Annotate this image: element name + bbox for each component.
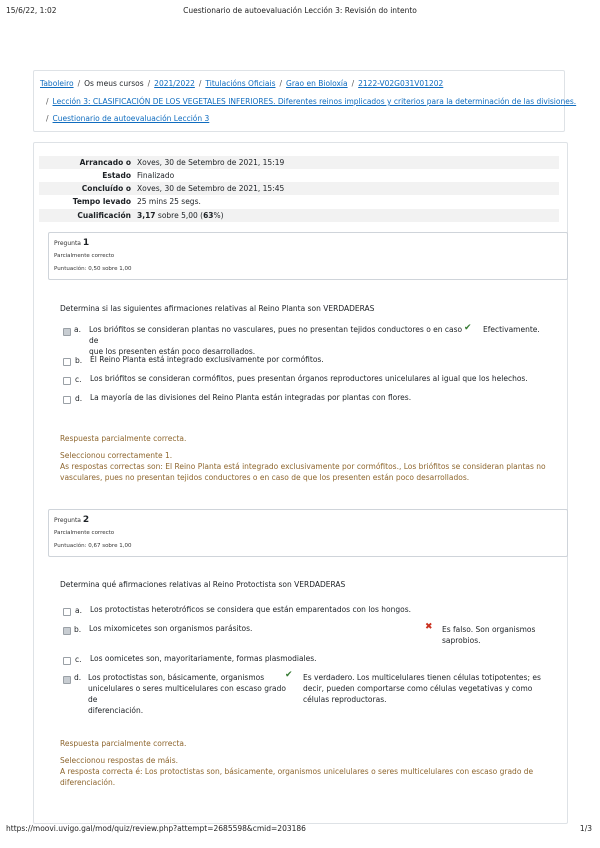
q2-option-b-checkbox[interactable] bbox=[63, 627, 71, 635]
q1-option-c-text: Los briófitos se consideran cormófitos, pues presentan órganos reproductores unicelulares al igual que los helechos. bbox=[90, 374, 528, 383]
q1-option-a-text: Los briófitos se consideran plantas no vasculares, pues no presentan tejidos conductores o en caso de que los presenten están poco desarrollados. bbox=[89, 325, 463, 356]
q1-option-c-checkbox[interactable] bbox=[63, 377, 71, 385]
q2-option-b-text: Los mixomicetes son organismos parásitos. bbox=[89, 624, 253, 633]
q1-option-b-checkbox[interactable] bbox=[63, 358, 71, 366]
question-1-number: 1 bbox=[82, 238, 90, 248]
summary-row-completed: Concluído o Xoves, 30 de Setembro de 2021, 15:45 bbox=[39, 182, 559, 195]
question-1-points: Puntuación: 0,50 sobre 1,00 bbox=[54, 266, 132, 272]
question-2-points: Puntuación: 0,67 sobre 1,00 bbox=[54, 543, 132, 549]
question-2-info: Pregunta 2 Parcialmente correcto Puntuación: 0,67 sobre 1,00 bbox=[48, 509, 568, 557]
breadcrumb-my-courses: Os meus cursos bbox=[84, 79, 144, 88]
summary-row-state: Estado Finalizado bbox=[102, 171, 175, 180]
breadcrumb: Taboleiro / Os meus cursos / 2021/2022 / Titulacións Oficiais / Grao en Bioloxía / 2122-V02G031V01202 / Lección 3: CLASIFICACIÓN DE LOS VEGETALES INFERIORES. Diferentes reinos implicados y criterios para la determinación de las divisiones. / Cuestionario de autoevaluación Lección 3 bbox=[33, 70, 565, 132]
question-1-info: Pregunta 1 Parcialmente correcto Puntuación: 0,50 sobre 1,00 bbox=[48, 232, 568, 280]
breadcrumb-quiz[interactable]: Cuestionario de autoevaluación Lección 3 bbox=[52, 114, 210, 123]
summary-row-grade: Cualificación 3,17 sobre 5,00 (63%) bbox=[39, 209, 559, 222]
print-title: Cuestionario de autoevaluación Lección 3: Revisión do intento bbox=[183, 6, 417, 15]
q1-option-d-text: La mayoría de las divisiones del Reino Planta están integradas por plantas con flores. bbox=[90, 393, 412, 402]
q2-option-c-text: Los oomicetes son, mayoritariamente, formas plasmodiales. bbox=[90, 654, 317, 663]
breadcrumb-degree[interactable]: Grao en Bioloxía bbox=[286, 79, 348, 88]
q1-outcome: Respuesta parcialmente correcta. Seleccionou correctamente 1. As respostas correctas son: El Reino Planta está integrado exclusivamente por cormófitos., Los briófitos se consideran plantas no vasculares, pues no presentan tejidos conductores o en caso de que los presenten están poco desarrollados. bbox=[60, 434, 546, 482]
question-2-number: 2 bbox=[82, 515, 90, 525]
q1-option-b-text: El Reino Planta está integrado exclusivamente por cormófitos. bbox=[90, 355, 324, 364]
cross-icon: ✖ bbox=[425, 622, 433, 632]
breadcrumb-dashboard[interactable]: Taboleiro bbox=[40, 79, 74, 88]
question-2-text: Determina qué afirmaciones relativas al Reino Protoctista son VERDADERAS bbox=[60, 580, 346, 589]
q2-option-a-text: Los protoctistas heterotróficos se considera que están emparentados con los hongos. bbox=[90, 605, 412, 614]
q2-option-d-text: Los protoctistas son, básicamente, organismos unicelulares o seres multicelulares con escaso grado de diferenciación. bbox=[88, 673, 286, 715]
question-1-text: Determina si las siguientes afirmaciones relativas al Reino Planta son VERDADERAS bbox=[60, 304, 375, 313]
q2-option-d-feedback: Es verdadero. Los multicelulares tienen células totipotentes; es decir, pueden comportarse como células vegetativas y como células reproductoras. bbox=[303, 673, 541, 704]
q2-option-b-feedback: Es falso. Son organismos saprobios. bbox=[442, 625, 536, 645]
q2-option-d-checkbox[interactable] bbox=[63, 676, 71, 684]
print-page: 1/3 bbox=[579, 824, 592, 833]
q1-option-a-checkbox[interactable] bbox=[63, 328, 71, 336]
check-icon: ✔ bbox=[464, 323, 472, 333]
question-2-state: Parcialmente correcto bbox=[54, 530, 115, 536]
check-icon: ✔ bbox=[285, 670, 293, 680]
summary-row-started: Arrancado o Xoves, 30 de Setembro de 2021, 15:19 bbox=[39, 156, 559, 169]
breadcrumb-lesson[interactable]: Lección 3: CLASIFICACIÓN DE LOS VEGETALES INFERIORES. Diferentes reinos implicados y criterios para la determinación de las divisiones. bbox=[52, 97, 577, 106]
q2-option-c-checkbox[interactable] bbox=[63, 657, 71, 665]
q2-outcome: Respuesta parcialmente correcta. Seleccionou respostas de máis. A resposta correcta é: Los protoctistas son, básicamente, organismos unicelulares o seres multicelulares con escaso grado de diferenciación. bbox=[60, 739, 534, 787]
summary-row-time: Tempo levado 25 mins 25 segs. bbox=[72, 197, 201, 206]
breadcrumb-official-degrees[interactable]: Titulacións Oficiais bbox=[205, 79, 276, 88]
q2-option-a-checkbox[interactable] bbox=[63, 608, 71, 616]
breadcrumb-course[interactable]: 2122-V02G031V01202 bbox=[358, 79, 444, 88]
q1-option-a-feedback: Efectivamente. bbox=[483, 325, 540, 334]
print-date: 15/6/22, 1:02 bbox=[6, 6, 57, 15]
print-url: https://moovi.uvigo.gal/mod/quiz/review.php?attempt=2685598&cmid=203186 bbox=[6, 824, 306, 833]
breadcrumb-year[interactable]: 2021/2022 bbox=[154, 79, 195, 88]
q1-option-d-checkbox[interactable] bbox=[63, 396, 71, 404]
question-1-state: Parcialmente correcto bbox=[54, 253, 115, 259]
